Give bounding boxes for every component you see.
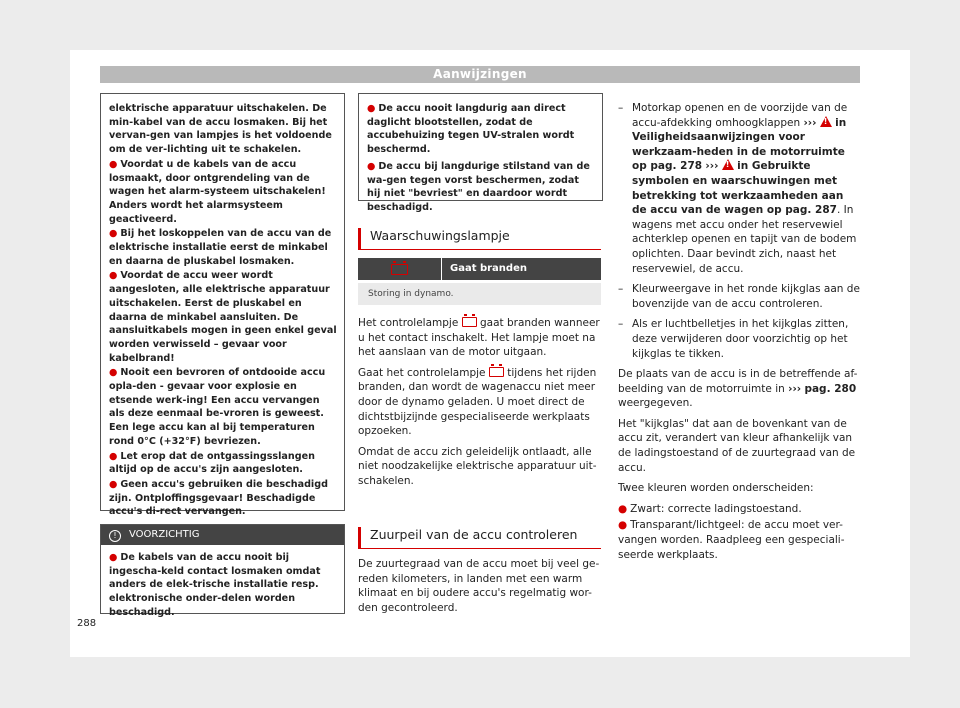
- battery-icon: [462, 317, 477, 327]
- bullet-text: Bij het loskoppelen van de accu van de elektrische installatie eerst de minkabel en daarna de pluskabel losmaken.: [109, 228, 332, 267]
- paragraph: Omdat de accu zich geleidelijk ontlaadt, alle niet noodzakelijke elektrische apparatuur uit-schakelen.: [358, 445, 597, 487]
- warning-lamp-table: [358, 258, 601, 305]
- bullet-text: De accu nooit langdurig aan direct daglicht blootstellen, zodat de accubehuizing tegen UV-stralen wordt beschermd.: [367, 103, 575, 156]
- paragraph: [618, 367, 860, 411]
- battery-icon: [391, 264, 408, 275]
- bullet-text: Voordat u de kabels van de accu losmaakt, door ontgrendeling van de wagen het alarm-systeem uitschakelen! Anders wordt het alarmsysteem geactiveerd.: [109, 158, 326, 225]
- paragraph: De zuurtegraad van de accu moet bij veel ge-reden kilometers, in landen met een warm klimaat en bij oudere accu's regelmatig wor-den gecontroleerd.: [358, 558, 600, 614]
- cross-ref-link[interactable]: in Veiligheidsaanwijzingen voor werkzaam-heden in de motorruimte op pag. 278: [632, 116, 847, 173]
- bullet-text: Nooit een bevroren of ontdooide accu opla-den - gevaar voor explosie en etsende werk-ing! Een accu vervangen als deze eenmaal be-vroren is geweest. Een lege accu kan al bij temperaturen rond 0°C (+32°F) bevriezen.: [109, 367, 326, 447]
- caution-title: VOORZICHTIG: [129, 529, 200, 540]
- caution-box: [100, 524, 345, 618]
- bullet-text: Voordat de accu weer wordt aangesloten, alle elektrische apparatuur uitschakelen. Eerst de pluskabel en daarna de minkabel aansluiten. De aansluitkabels mogen in geen enkel geval worden verwisseld – gevaar voor kabelbrand!: [109, 270, 337, 364]
- warning-bullet: [109, 478, 337, 519]
- bullet-icon: ●: [109, 552, 118, 563]
- lamp-note: Storing in dynamo.: [358, 283, 601, 305]
- text: De plaats van de accu is in de betreffende af-beelding van de motorruimte in: [618, 368, 858, 395]
- bullet-icon: ●: [109, 228, 118, 240]
- caution-text: De kabels van de accu nooit bij ingescha-keld contact losmaken omdat anders de elek-trische installatie resp. elektronische onder-delen worden beschadigd.: [109, 552, 321, 618]
- list-item: [618, 518, 860, 562]
- paragraph: [358, 366, 601, 439]
- paragraph: Twee kleuren worden onderscheiden:: [618, 482, 814, 495]
- text: Zwart: correcte ladingstoestand.: [630, 502, 802, 515]
- caution-header: [101, 525, 344, 545]
- warning-bullet: [109, 366, 337, 448]
- bullet-icon: ●: [618, 519, 628, 532]
- section-title-acid-level: Zuurpeil van de accu controleren: [358, 527, 601, 549]
- text: . In wagens met accu onder het reservewiel achterklep openen en tapijt van de bodem oplichten. Daar bevindt zich, naast het reservewiel, de accu.: [632, 204, 857, 275]
- paragraph: [358, 316, 601, 360]
- text: Het controlelampje: [358, 317, 459, 329]
- page-number: 288: [77, 618, 97, 629]
- cross-ref-arrows: ›››: [705, 160, 719, 173]
- warning-box-continued: [358, 93, 603, 213]
- warning-triangle-icon: [820, 116, 832, 127]
- warning-bullet: [367, 160, 595, 215]
- warning-bullet: [109, 450, 337, 477]
- bullet-icon: ●: [109, 270, 118, 282]
- text: Gaat het controlelampje: [358, 366, 486, 379]
- middle-text: [358, 316, 601, 495]
- warning-box: [100, 93, 345, 518]
- step-item: – Als er luchtbelletjes in het kijkglas zitten, deze verwijderen door voorzichtig op het kijkglas te tikken.: [618, 317, 860, 361]
- list-item: [618, 502, 860, 517]
- lamp-table-header: [358, 258, 601, 280]
- bullet-icon: ●: [109, 478, 118, 490]
- cross-ref-arrows: ›››: [803, 116, 817, 129]
- warning-intro: elektrische apparatuur uitschakelen. De min-kabel van de accu losmaken. Bij het vervan-gen van lampjes is het voldoende om de ver-lichting uit te schakelen.: [109, 103, 332, 156]
- bullet-text: Geen accu's gebruiken die beschadigd zijn. Ontploffingsgevaar! Beschadigde accu's di-rect vervangen.: [109, 478, 328, 518]
- info-icon: !: [109, 530, 121, 542]
- cross-ref-link[interactable]: pag. 280: [804, 382, 857, 395]
- warning-bullet: [109, 269, 337, 365]
- warning-bullet: [109, 227, 337, 268]
- cross-ref-arrows: ›››: [788, 382, 802, 395]
- battery-icon: [489, 367, 504, 377]
- step-item: – Kleurweergave in het ronde kijkglas aan de bovenzijde van de accu controleren.: [618, 282, 860, 311]
- text: gaat branden wanneer u het contact inschakelt. Het lampje moet na het aanslaan van de motor uitgaan.: [358, 317, 600, 359]
- section-title-warning-lamp: Waarschuwingslampje: [358, 228, 601, 250]
- bullet-icon: ●: [367, 160, 376, 172]
- right-text: [618, 101, 860, 568]
- warning-bullet: [109, 158, 337, 227]
- warning-bullet: [367, 102, 595, 157]
- bullet-icon: ●: [109, 367, 118, 379]
- text: Motorkap openen en de voorzijde van de accu-afdekking omhoogklappen: [632, 102, 848, 129]
- text: tijdens het rijden branden, dan wordt de wagenaccu niet meer door de dynamo geladen. U moet direct de dichtstbijzijnde gespecialiseerde werkplaats opzoeken.: [358, 366, 597, 438]
- cross-ref-link[interactable]: in Gebruikte symbolen en waarschuwingen met betrekking tot werkzaamheden aan de accu van de wagen op pag. 287: [632, 160, 844, 217]
- lamp-cell: [358, 258, 441, 280]
- page-header: Aanwijzingen: [100, 66, 860, 83]
- step-item: [618, 101, 860, 276]
- bullet-icon: ●: [109, 450, 118, 462]
- lamp-label: Gaat branden: [441, 258, 601, 280]
- bullet-text: Let erop dat de ontgassingsslangen altijd op de accu's zijn aangesloten.: [109, 450, 315, 476]
- bullet-icon: ●: [618, 502, 628, 515]
- text: Transparant/lichtgeel: de accu moet ver-vangen worden. Raadpleeg een gespeciali-seerde werkplaats.: [618, 519, 845, 561]
- bullet-icon: ●: [109, 158, 118, 170]
- text: weergegeven.: [618, 397, 693, 410]
- warning-triangle-icon: [722, 159, 734, 170]
- paragraph: Het "kijkglas" dat aan de bovenkant van de accu zit, verandert van kleur afhankelijk van de ladingstoestand of de zuurtegraad van de accu.: [618, 417, 856, 474]
- middle-text-2: [358, 557, 601, 621]
- bullet-text: De accu bij langdurige stilstand van de wa-gen tegen vorst beschermen, zodat hij niet "bevriest" en daardoor wordt beschadigd.: [367, 160, 590, 213]
- bullet-icon: ●: [367, 103, 376, 114]
